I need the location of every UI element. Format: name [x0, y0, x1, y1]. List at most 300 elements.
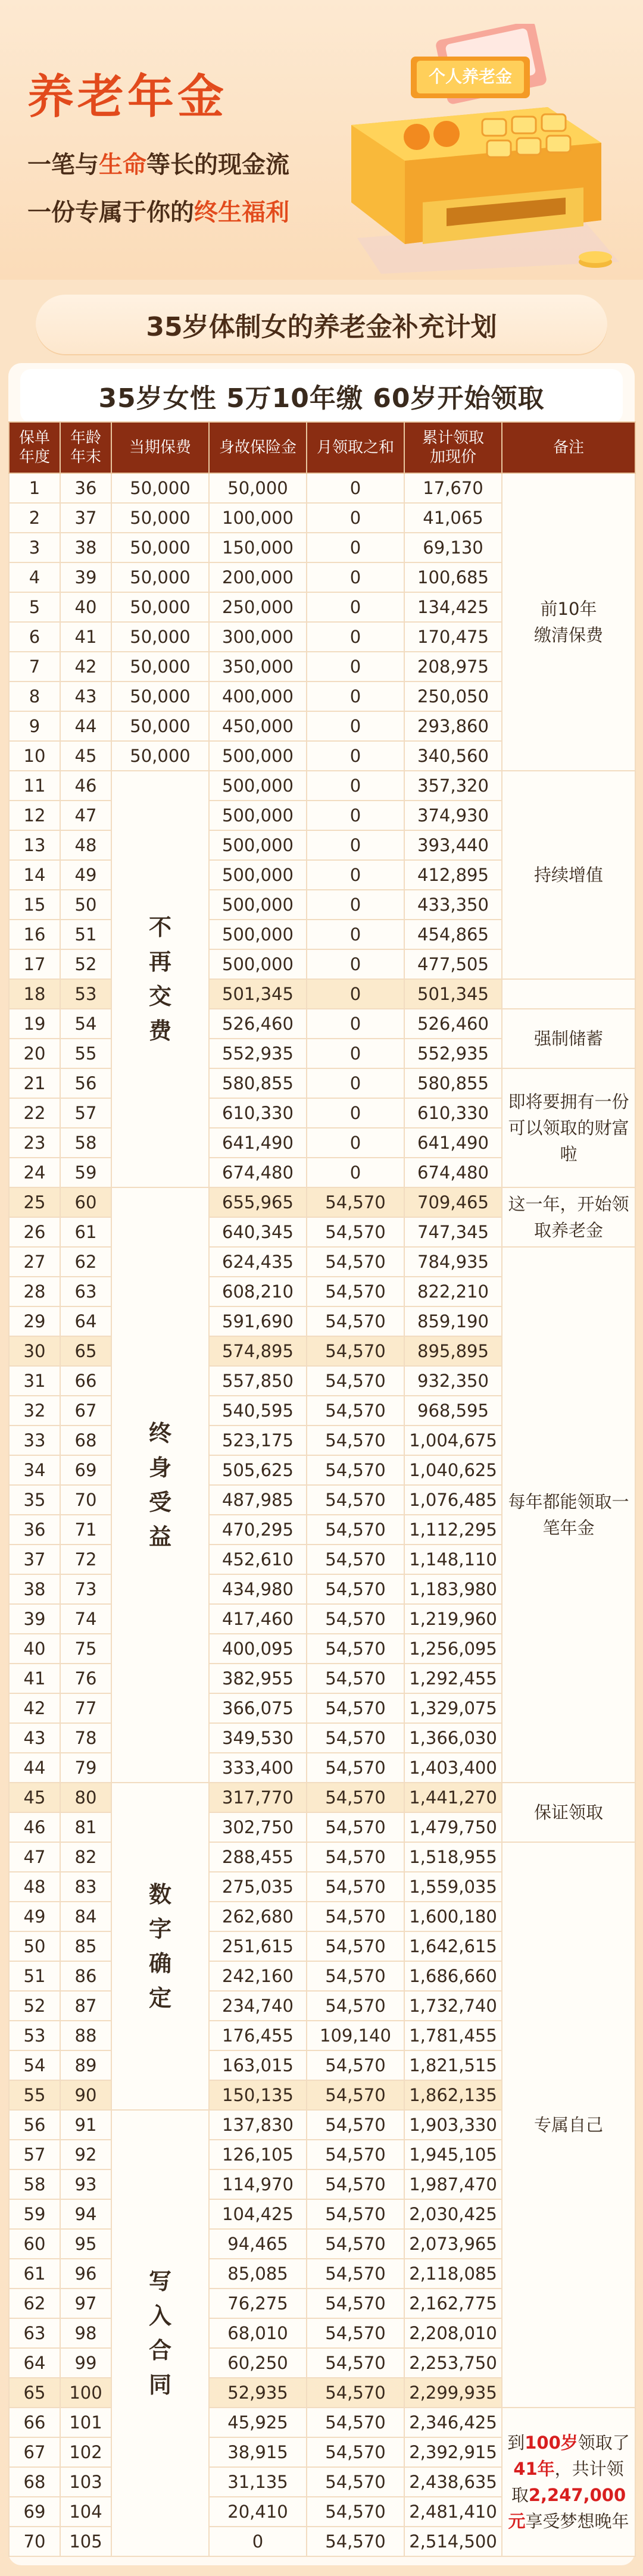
monthly-sum-cell: 54,570: [307, 2199, 404, 2229]
policy-year-cell: 49: [9, 1902, 60, 1931]
age-cell: 57: [60, 1098, 111, 1128]
table-row: [9, 1247, 635, 1277]
death-benefit-cell: 150,135: [209, 2080, 307, 2110]
note-cell: [502, 2408, 635, 2556]
cumulative-cell: 2,392,915: [404, 2437, 502, 2467]
monthly-sum-cell: 0: [307, 771, 404, 801]
cumulative-cell: 477,505: [404, 949, 502, 979]
monthly-sum-cell: 0: [307, 1098, 404, 1128]
monthly-sum-cell: 54,570: [307, 1574, 404, 1604]
note-text: 领取了: [578, 2433, 630, 2453]
policy-year-cell: 55: [9, 2080, 60, 2110]
cumulative-cell: 134,425: [404, 592, 502, 622]
cumulative-cell: 170,475: [404, 622, 502, 652]
cumulative-cell: 1,518,955: [404, 1842, 502, 1872]
cumulative-cell: 2,162,775: [404, 2289, 502, 2318]
death-benefit-cell: 31,135: [209, 2467, 307, 2497]
monthly-sum-cell: 0: [307, 920, 404, 949]
death-benefit-cell: 104,425: [209, 2199, 307, 2229]
policy-year-cell: 52: [9, 1991, 60, 2021]
death-benefit-cell: 540,595: [209, 1396, 307, 1425]
policy-year-cell: 20: [9, 1039, 60, 1068]
age-cell: 70: [60, 1485, 111, 1515]
death-benefit-cell: 500,000: [209, 830, 307, 860]
age-cell: 44: [60, 711, 111, 741]
age-cell: 103: [60, 2467, 111, 2497]
cumulative-cell: 1,559,035: [404, 1872, 502, 1902]
death-benefit-cell: 317,770: [209, 1783, 307, 1812]
monthly-sum-cell: 0: [307, 711, 404, 741]
col-death-benefit-header: 身故保险金: [209, 422, 307, 473]
cumulative-cell: 1,040,625: [404, 1455, 502, 1485]
age-cell: 54: [60, 1009, 111, 1039]
age-cell: 105: [60, 2527, 111, 2556]
policy-year-cell: 47: [9, 1842, 60, 1872]
monthly-sum-cell: 0: [307, 860, 404, 890]
policy-year-cell: 18: [9, 979, 60, 1009]
note-text: 专属自己: [533, 2115, 603, 2135]
cumulative-cell: 2,514,500: [404, 2527, 502, 2556]
policy-year-cell: 45: [9, 1783, 60, 1812]
death-benefit-cell: 349,530: [209, 1723, 307, 1753]
cumulative-cell: 580,855: [404, 1068, 502, 1098]
monthly-sum-cell: 54,570: [307, 2140, 404, 2169]
premium-cell: 50,000: [111, 473, 209, 503]
monthly-sum-cell: 0: [307, 801, 404, 830]
cumulative-cell: 1,642,615: [404, 1931, 502, 1961]
death-benefit-cell: 126,105: [209, 2140, 307, 2169]
policy-year-cell: 57: [9, 2140, 60, 2169]
cumulative-cell: 208,975: [404, 652, 502, 681]
death-benefit-cell: 300,000: [209, 622, 307, 652]
note-cell: [502, 1068, 635, 1187]
policy-year-cell: 17: [9, 949, 60, 979]
cumulative-cell: 340,560: [404, 741, 502, 771]
cumulative-cell: 610,330: [404, 1098, 502, 1128]
cumulative-cell: 454,865: [404, 920, 502, 949]
death-benefit-cell: 591,690: [209, 1306, 307, 1336]
monthly-sum-cell: 54,570: [307, 1842, 404, 1872]
age-cell: 46: [60, 771, 111, 801]
death-benefit-cell: 574,895: [209, 1336, 307, 1366]
policy-year-cell: 37: [9, 1545, 60, 1574]
note-cell: [502, 473, 635, 771]
age-cell: 58: [60, 1128, 111, 1158]
death-benefit-cell: 500,000: [209, 771, 307, 801]
age-cell: 61: [60, 1217, 111, 1247]
policy-year-cell: 21: [9, 1068, 60, 1098]
death-benefit-cell: 382,955: [209, 1664, 307, 1693]
policy-year-cell: 36: [9, 1515, 60, 1545]
age-cell: 90: [60, 2080, 111, 2110]
stage-label: 终 身 受 益: [111, 1187, 209, 1783]
monthly-sum-cell: 0: [307, 592, 404, 622]
age-cell: 78: [60, 1723, 111, 1753]
monthly-sum-cell: 54,570: [307, 1515, 404, 1545]
age-cell: 79: [60, 1753, 111, 1783]
cumulative-cell: 822,210: [404, 1277, 502, 1306]
col-cumulative-header: 累计领取 加现价: [404, 422, 502, 473]
death-benefit-cell: 655,965: [209, 1187, 307, 1217]
death-benefit-cell: 500,000: [209, 949, 307, 979]
benefit-table: [8, 421, 636, 2557]
table-body: [9, 473, 635, 2556]
death-benefit-cell: 68,010: [209, 2318, 307, 2348]
monthly-sum-cell: 54,570: [307, 1664, 404, 1693]
policy-year-cell: 68: [9, 2467, 60, 2497]
policy-year-cell: 11: [9, 771, 60, 801]
cumulative-cell: 100,685: [404, 562, 502, 592]
svg-text:个人养老金: 个人养老金: [428, 67, 513, 86]
monthly-sum-cell: 54,570: [307, 1336, 404, 1366]
policy-year-cell: 48: [9, 1872, 60, 1902]
premium-cell: 50,000: [111, 681, 209, 711]
table-row: [9, 1783, 635, 1812]
note-cell: [502, 1187, 635, 1247]
age-cell: 39: [60, 562, 111, 592]
policy-year-cell: 65: [9, 2378, 60, 2408]
cumulative-cell: 1,821,515: [404, 2050, 502, 2080]
policy-year-cell: 42: [9, 1693, 60, 1723]
policy-year-cell: 53: [9, 2021, 60, 2050]
policy-year-cell: 2: [9, 503, 60, 533]
monthly-sum-cell: 109,140: [307, 2021, 404, 2050]
monthly-sum-cell: 54,570: [307, 1931, 404, 1961]
stage-label: 写 入 合 同: [111, 2110, 209, 2556]
note-text: 到: [507, 2433, 525, 2453]
table-row: [9, 1842, 635, 1872]
death-benefit-cell: 417,460: [209, 1604, 307, 1634]
monthly-sum-cell: 54,570: [307, 1277, 404, 1306]
death-benefit-cell: 552,935: [209, 1039, 307, 1068]
cumulative-cell: 1,148,110: [404, 1545, 502, 1574]
col-age-header: 年龄 年末: [60, 422, 111, 473]
monthly-sum-cell: 0: [307, 741, 404, 771]
age-cell: 96: [60, 2259, 111, 2289]
cumulative-cell: 1,945,105: [404, 2140, 502, 2169]
monthly-sum-cell: 54,570: [307, 1902, 404, 1931]
premium-cell: 50,000: [111, 622, 209, 652]
age-cell: 50: [60, 890, 111, 920]
policy-year-cell: 64: [9, 2348, 60, 2378]
cumulative-cell: 433,350: [404, 890, 502, 920]
cumulative-cell: 2,208,010: [404, 2318, 502, 2348]
age-cell: 59: [60, 1158, 111, 1187]
cumulative-cell: 674,480: [404, 1158, 502, 1187]
death-benefit-cell: 674,480: [209, 1158, 307, 1187]
note-text: 享受梦想晚年: [525, 2511, 629, 2531]
policy-year-cell: 19: [9, 1009, 60, 1039]
hero-slogan-2: 一份专属于你的终生福利: [27, 199, 289, 226]
cumulative-cell: 393,440: [404, 830, 502, 860]
policy-year-cell: 38: [9, 1574, 60, 1604]
cumulative-cell: 968,595: [404, 1396, 502, 1425]
monthly-sum-cell: 0: [307, 979, 404, 1009]
death-benefit-cell: 100,000: [209, 503, 307, 533]
monthly-sum-cell: 54,570: [307, 1753, 404, 1783]
premium-cell: 50,000: [111, 592, 209, 622]
policy-year-cell: 34: [9, 1455, 60, 1485]
cumulative-cell: 357,320: [404, 771, 502, 801]
policy-year-cell: 67: [9, 2437, 60, 2467]
cumulative-cell: 1,781,455: [404, 2021, 502, 2050]
death-benefit-cell: 580,855: [209, 1068, 307, 1098]
policy-year-cell: 33: [9, 1425, 60, 1455]
death-benefit-cell: 400,000: [209, 681, 307, 711]
death-benefit-cell: 500,000: [209, 920, 307, 949]
monthly-sum-cell: 54,570: [307, 1366, 404, 1396]
age-cell: 48: [60, 830, 111, 860]
premium-cell: 50,000: [111, 741, 209, 771]
policy-year-cell: 66: [9, 2408, 60, 2437]
premium-cell: 50,000: [111, 652, 209, 681]
age-cell: 84: [60, 1902, 111, 1931]
monthly-sum-cell: 0: [307, 652, 404, 681]
note-text: ，共计领取: [511, 2459, 624, 2505]
col-policy-year-header: 保单 年度: [9, 422, 60, 473]
monthly-sum-cell: 0: [307, 830, 404, 860]
cumulative-cell: 1,076,485: [404, 1485, 502, 1515]
cumulative-cell: 412,895: [404, 860, 502, 890]
age-cell: 86: [60, 1961, 111, 1991]
monthly-sum-cell: 0: [307, 890, 404, 920]
death-benefit-cell: 452,610: [209, 1545, 307, 1574]
policy-year-cell: 56: [9, 2110, 60, 2140]
death-benefit-cell: 262,680: [209, 1902, 307, 1931]
death-benefit-cell: 500,000: [209, 860, 307, 890]
age-cell: 104: [60, 2497, 111, 2527]
monthly-sum-cell: 54,570: [307, 2408, 404, 2437]
policy-year-cell: 32: [9, 1396, 60, 1425]
death-benefit-cell: 557,850: [209, 1366, 307, 1396]
policy-year-cell: 58: [9, 2169, 60, 2199]
cumulative-cell: 2,030,425: [404, 2199, 502, 2229]
death-benefit-cell: 20,410: [209, 2497, 307, 2527]
death-benefit-cell: 251,615: [209, 1931, 307, 1961]
policy-year-cell: 3: [9, 533, 60, 562]
table-row: [9, 979, 635, 1009]
note-cell: [502, 979, 635, 1009]
age-cell: 51: [60, 920, 111, 949]
monthly-sum-cell: 54,570: [307, 1425, 404, 1455]
death-benefit-cell: 350,000: [209, 652, 307, 681]
table-header: [9, 422, 635, 473]
cumulative-cell: 1,256,095: [404, 1634, 502, 1664]
cumulative-cell: 2,438,635: [404, 2467, 502, 2497]
cumulative-cell: 17,670: [404, 473, 502, 503]
policy-year-cell: 46: [9, 1812, 60, 1842]
monthly-sum-cell: 54,570: [307, 2169, 404, 2199]
policy-year-cell: 29: [9, 1306, 60, 1336]
policy-year-cell: 25: [9, 1187, 60, 1217]
death-benefit-cell: 137,830: [209, 2110, 307, 2140]
policy-year-cell: 15: [9, 890, 60, 920]
age-cell: 72: [60, 1545, 111, 1574]
monthly-sum-cell: 0: [307, 1158, 404, 1187]
death-benefit-cell: 526,460: [209, 1009, 307, 1039]
note-text: 保证领取: [533, 1802, 603, 1822]
death-benefit-cell: 333,400: [209, 1753, 307, 1783]
age-cell: 92: [60, 2140, 111, 2169]
plan-title: 35岁体制女的养老金补充计划: [36, 295, 607, 354]
premium-cell: 50,000: [111, 503, 209, 533]
death-benefit-cell: 150,000: [209, 533, 307, 562]
age-cell: 76: [60, 1664, 111, 1693]
cumulative-cell: 1,219,960: [404, 1604, 502, 1634]
cumulative-cell: 1,403,400: [404, 1753, 502, 1783]
hero-banner: [0, 0, 643, 280]
monthly-sum-cell: 54,570: [307, 1783, 404, 1812]
policy-year-cell: 4: [9, 562, 60, 592]
note-cell: [502, 1009, 635, 1068]
age-cell: 65: [60, 1336, 111, 1366]
death-benefit-cell: 45,925: [209, 2408, 307, 2437]
death-benefit-cell: 302,750: [209, 1812, 307, 1842]
cash-register-illustration: [333, 24, 631, 274]
cumulative-cell: 374,930: [404, 801, 502, 830]
note-cell: [502, 771, 635, 979]
age-cell: 55: [60, 1039, 111, 1068]
age-cell: 89: [60, 2050, 111, 2080]
death-benefit-cell: 234,740: [209, 1991, 307, 2021]
col-premium-header: 当期保费: [111, 422, 209, 473]
death-benefit-cell: 500,000: [209, 890, 307, 920]
cumulative-cell: 41,065: [404, 503, 502, 533]
monthly-sum-cell: 54,570: [307, 2527, 404, 2556]
cumulative-cell: 641,490: [404, 1128, 502, 1158]
note-text: 持续增值: [533, 865, 603, 885]
monthly-sum-cell: 54,570: [307, 1396, 404, 1425]
death-benefit-cell: 470,295: [209, 1515, 307, 1545]
cumulative-cell: 1,903,330: [404, 2110, 502, 2140]
cumulative-cell: 293,860: [404, 711, 502, 741]
monthly-sum-cell: 0: [307, 562, 404, 592]
policy-year-cell: 28: [9, 1277, 60, 1306]
death-benefit-cell: 640,345: [209, 1217, 307, 1247]
cumulative-cell: 859,190: [404, 1306, 502, 1336]
note-text: 即将要拥有一份可以领取的财富啦: [508, 1092, 629, 1164]
death-benefit-cell: 366,075: [209, 1693, 307, 1723]
age-cell: 40: [60, 592, 111, 622]
monthly-sum-cell: 54,570: [307, 2348, 404, 2378]
monthly-sum-cell: 0: [307, 533, 404, 562]
policy-year-cell: 51: [9, 1961, 60, 1991]
cumulative-cell: 2,299,935: [404, 2378, 502, 2408]
policy-year-cell: 8: [9, 681, 60, 711]
age-cell: 80: [60, 1783, 111, 1812]
monthly-sum-cell: 54,570: [307, 1872, 404, 1902]
cumulative-cell: 2,481,410: [404, 2497, 502, 2527]
policy-year-cell: 22: [9, 1098, 60, 1128]
age-cell: 52: [60, 949, 111, 979]
death-benefit-cell: 641,490: [209, 1128, 307, 1158]
age-cell: 68: [60, 1425, 111, 1455]
policy-year-cell: 31: [9, 1366, 60, 1396]
monthly-sum-cell: 54,570: [307, 1306, 404, 1336]
policy-year-cell: 59: [9, 2199, 60, 2229]
note-highlight: 2,247,000元: [508, 2485, 626, 2531]
age-cell: 36: [60, 473, 111, 503]
age-cell: 63: [60, 1277, 111, 1306]
death-benefit-cell: 450,000: [209, 711, 307, 741]
cumulative-cell: 747,345: [404, 1217, 502, 1247]
death-benefit-cell: 38,915: [209, 2437, 307, 2467]
monthly-sum-cell: 54,570: [307, 1991, 404, 2021]
cumulative-cell: 1,686,660: [404, 1961, 502, 1991]
cumulative-cell: 526,460: [404, 1009, 502, 1039]
cumulative-cell: 501,345: [404, 979, 502, 1009]
death-benefit-cell: 114,970: [209, 2169, 307, 2199]
age-cell: 47: [60, 801, 111, 830]
cumulative-cell: 1,441,270: [404, 1783, 502, 1812]
age-cell: 87: [60, 1991, 111, 2021]
death-benefit-cell: 0: [209, 2527, 307, 2556]
table-row: [9, 1187, 635, 1217]
policy-year-cell: 69: [9, 2497, 60, 2527]
age-cell: 95: [60, 2229, 111, 2259]
age-cell: 37: [60, 503, 111, 533]
policy-year-cell: 27: [9, 1247, 60, 1277]
note-text: 前10年 缴清保费: [533, 599, 603, 645]
cumulative-cell: 1,183,980: [404, 1574, 502, 1604]
age-cell: 88: [60, 2021, 111, 2050]
monthly-sum-cell: 54,570: [307, 2259, 404, 2289]
age-cell: 41: [60, 622, 111, 652]
plan-subtitle: 35岁女性 5万10年缴 60岁开始领取: [20, 369, 623, 423]
stage-label: 数 字 确 定: [111, 1783, 209, 2110]
cumulative-cell: 2,073,965: [404, 2229, 502, 2259]
death-benefit-cell: 505,625: [209, 1455, 307, 1485]
monthly-sum-cell: 54,570: [307, 2050, 404, 2080]
cumulative-cell: 2,118,085: [404, 2259, 502, 2289]
death-benefit-cell: 400,095: [209, 1634, 307, 1664]
policy-year-cell: 5: [9, 592, 60, 622]
col-monthly-sum-header: 月领取之和: [307, 422, 404, 473]
policy-year-cell: 62: [9, 2289, 60, 2318]
premium-cell: 50,000: [111, 533, 209, 562]
cumulative-cell: 1,732,740: [404, 1991, 502, 2021]
monthly-sum-cell: 0: [307, 1039, 404, 1068]
hero-title: 养老年金: [27, 70, 228, 124]
cumulative-cell: 932,350: [404, 1366, 502, 1396]
policy-year-cell: 54: [9, 2050, 60, 2080]
age-cell: 60: [60, 1187, 111, 1217]
policy-year-cell: 10: [9, 741, 60, 771]
cumulative-cell: 1,479,750: [404, 1812, 502, 1842]
cumulative-cell: 1,112,295: [404, 1515, 502, 1545]
table-row: [9, 1009, 635, 1039]
monthly-sum-cell: 54,570: [307, 1545, 404, 1574]
premium-cell: 50,000: [111, 711, 209, 741]
policy-year-cell: 41: [9, 1664, 60, 1693]
age-cell: 100: [60, 2378, 111, 2408]
monthly-sum-cell: 54,570: [307, 1812, 404, 1842]
policy-year-cell: 63: [9, 2318, 60, 2348]
monthly-sum-cell: 54,570: [307, 2497, 404, 2527]
age-cell: 69: [60, 1455, 111, 1485]
age-cell: 64: [60, 1306, 111, 1336]
monthly-sum-cell: 54,570: [307, 2110, 404, 2140]
age-cell: 71: [60, 1515, 111, 1545]
death-benefit-cell: 200,000: [209, 562, 307, 592]
policy-year-cell: 43: [9, 1723, 60, 1753]
age-cell: 81: [60, 1812, 111, 1842]
age-cell: 85: [60, 1931, 111, 1961]
policy-year-cell: 44: [9, 1753, 60, 1783]
age-cell: 98: [60, 2318, 111, 2348]
age-cell: 67: [60, 1396, 111, 1425]
monthly-sum-cell: 54,570: [307, 2080, 404, 2110]
